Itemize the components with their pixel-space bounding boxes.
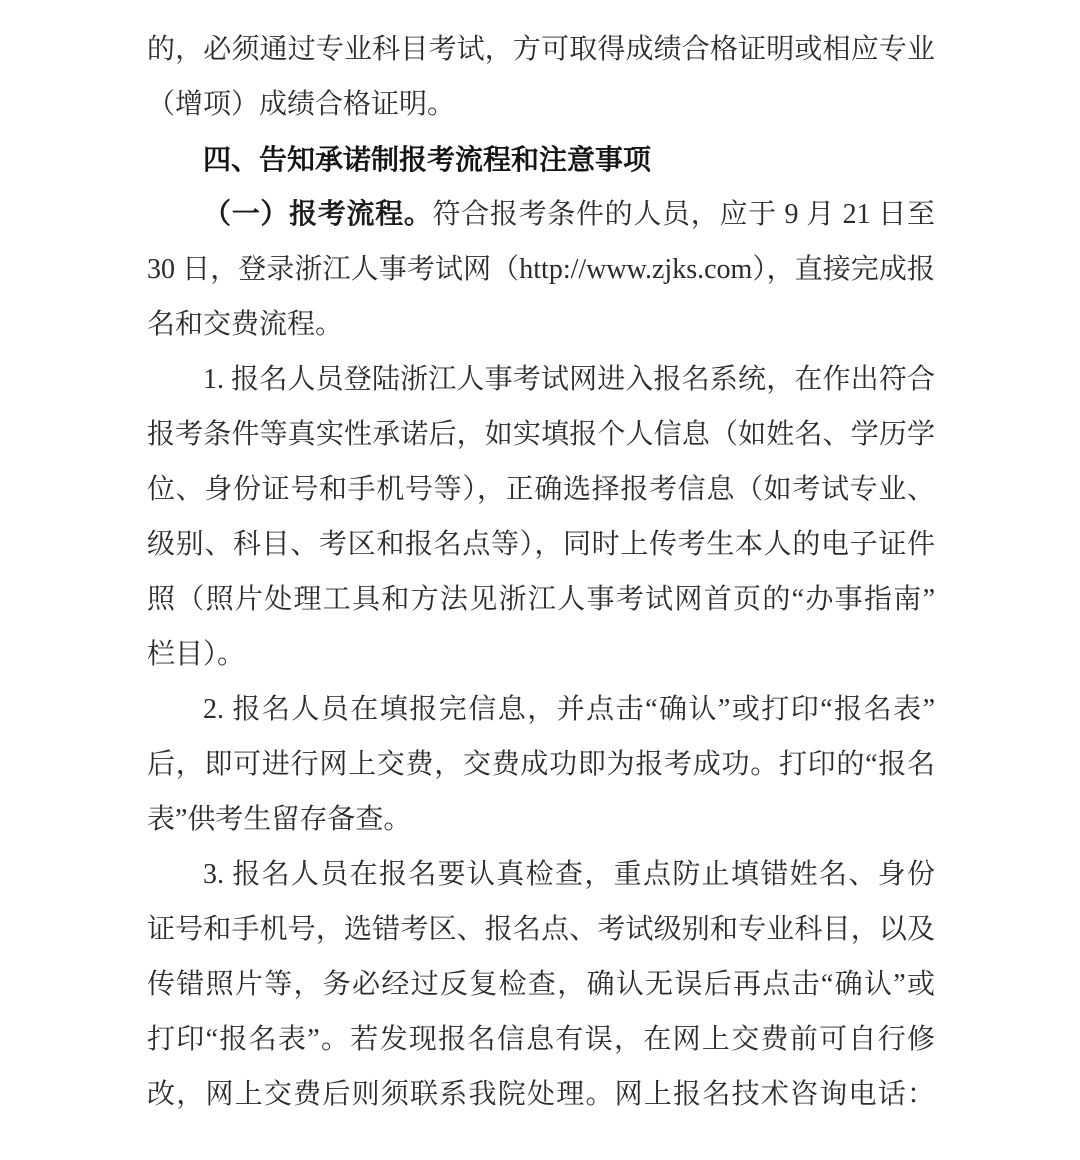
text-line — [147, 187, 935, 242]
text-line: 改，网上交费后则须联系我院处理。网上报名技术咨询电话： — [147, 1079, 935, 1110]
text-line: （增项）成绩合格证明。 — [147, 89, 456, 120]
text-line: 名和交费流程。 — [147, 309, 344, 340]
text-line: 的，必须通过专业科目考试，方可取得成绩合格证明或相应专业 — [147, 34, 935, 65]
text-line: 报考条件等真实性承诺后，如实填报个人信息（如姓名、学历学 — [147, 419, 935, 450]
text-line: 照（照片处理工具和方法见浙江人事考试网首页的“办事指南” — [147, 584, 935, 615]
text-line-with-url: 30 日，登录浙江人事考试网（http://www.zjks.com），直接完成报 — [147, 254, 935, 285]
text-line: 传错照片等，务必经过反复检查，确认无误后再点击“确认”或 — [147, 969, 935, 1000]
text-line-rest: 符合报考条件的人员，应于 9 月 21 日至 — [432, 199, 935, 230]
text-line: 1. 报名人员登陆浙江人事考试网进入报名系统，在作出符合 — [203, 364, 935, 395]
text-line: 打印“报名表”。若发现报名信息有误，在网上交费前可自行修 — [147, 1024, 935, 1055]
text-line: 3. 报名人员在报名要认真检查，重点防止填错姓名、身份 — [203, 859, 935, 890]
text-line: 栏目）。 — [147, 639, 246, 670]
subheading-runin: （一）报考流程。 — [203, 199, 433, 230]
text-line: 位、身份证号和手机号等），正确选择报考信息（如考试专业、 — [147, 474, 935, 505]
text-line: 级别、科目、考区和报名点等），同时上传考生本人的电子证件 — [147, 529, 935, 560]
text-line: 后，即可进行网上交费，交费成功即为报考成功。打印的“报名 — [147, 749, 935, 780]
text-line: 2. 报名人员在填报完信息，并点击“确认”或打印“报名表” — [203, 694, 935, 725]
text-line: 表”供考生留存备查。 — [147, 804, 412, 835]
section-heading: 四、告知承诺制报考流程和注意事项 — [203, 144, 652, 175]
text-line: 证号和手机号，选错考区、报名点、考试级别和专业科目，以及 — [147, 914, 935, 945]
